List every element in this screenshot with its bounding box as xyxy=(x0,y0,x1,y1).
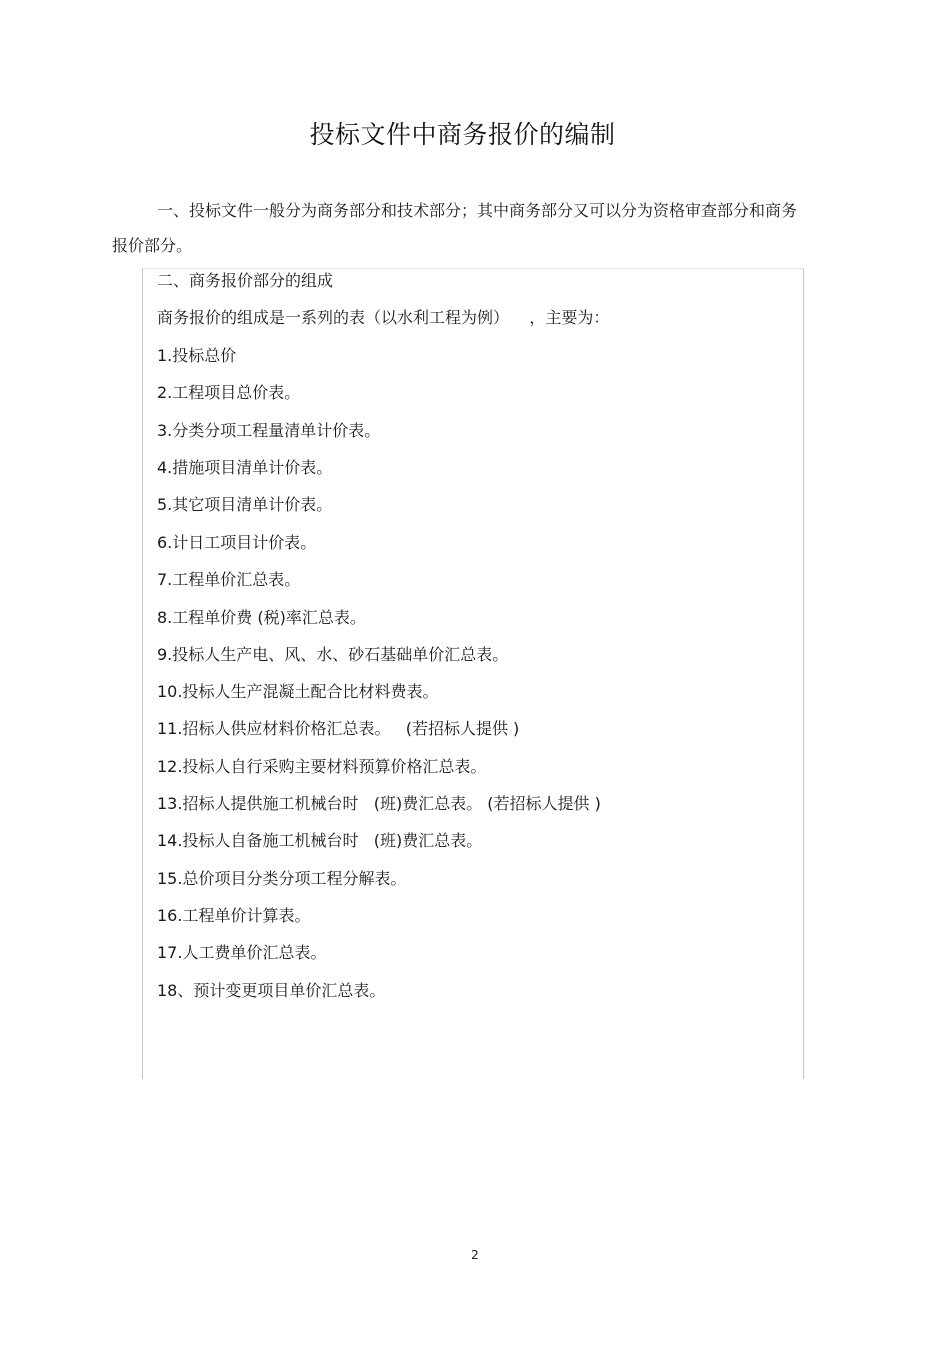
section-lead: 商务报价的组成是一系列的表（以水利工程为例） ，主要为： xyxy=(157,308,610,327)
intro-paragraph: 一、投标文件一般分为商务部分和技术部分；其中商务部分又可以分为资格审查部分和商务报价部分。 xyxy=(112,201,798,255)
list-item: 6.计日工项目计价表。 xyxy=(157,533,317,552)
list-item: 10.投标人生产混凝土配合比材料费表。 xyxy=(157,682,439,701)
list-item: 13.招标人提供施工机械台时 (班)费汇总表。 (若招标人提供 ) xyxy=(157,794,601,813)
page-number: 2 xyxy=(471,1248,479,1262)
list-item: 17.人工费单价汇总表。 xyxy=(157,943,327,962)
list-item: 9.投标人生产电、风、水、砂石基础单价汇总表。 xyxy=(157,645,509,664)
list-item: 18、预计变更项目单价汇总表。 xyxy=(157,981,386,1000)
composition-section xyxy=(142,268,804,1079)
list-item: 14.投标人自备施工机械台时 (班)费汇总表。 xyxy=(157,831,483,850)
section-heading: 二、商务报价部分的组成 xyxy=(157,271,334,290)
list-item: 15.总价项目分类分项工程分解表。 xyxy=(157,869,407,888)
list-item: 5.其它项目清单计价表。 xyxy=(157,495,333,514)
list-item: 4.措施项目清单计价表。 xyxy=(157,458,333,477)
list-item: 12.投标人自行采购主要材料预算价格汇总表。 xyxy=(157,757,487,776)
list-item: 11.招标人供应材料价格汇总表。 (若招标人提供 ) xyxy=(157,719,520,738)
list-item: 3.分类分项工程量清单计价表。 xyxy=(157,421,381,440)
document-title: 投标文件中商务报价的编制 xyxy=(309,120,616,149)
list-item: 1.投标总价 xyxy=(157,346,237,365)
list-item: 7.工程单价汇总表。 xyxy=(157,570,301,589)
list-item: 16.工程单价计算表。 xyxy=(157,906,311,925)
list-item: 2.工程项目总价表。 xyxy=(157,383,301,402)
list-item: 8.工程单价费 (税)率汇总表。 xyxy=(157,608,366,627)
